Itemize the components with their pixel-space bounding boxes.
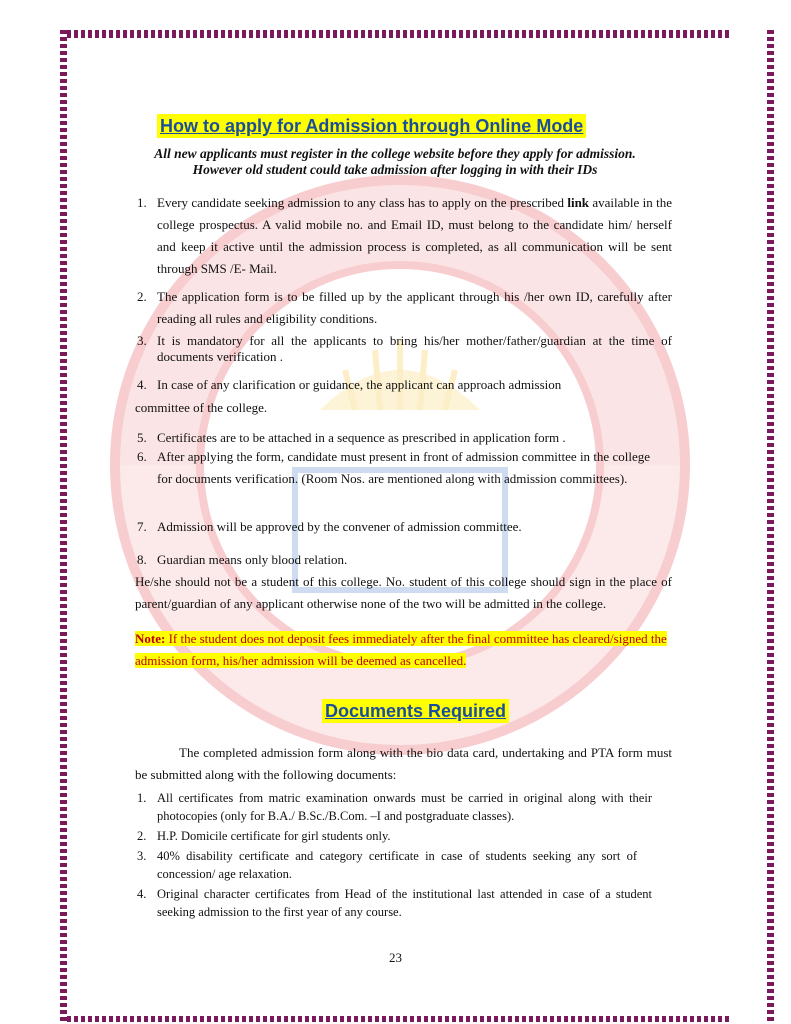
- fee-note: [135, 628, 670, 672]
- step-text: The application form is to be filled up by the applicant through his /her own ID, carefully after reading all rules and eligibility conditions.: [157, 289, 672, 326]
- step-text: Guardian means only blood relation.: [157, 552, 348, 567]
- step-number: 5.: [137, 430, 147, 445]
- document-number: 2.: [137, 829, 147, 843]
- step-text: Admission will be approved by the convener of admission committee.: [157, 519, 522, 534]
- step-text: In case of any clarification or guidance, the applicant can approach admission: [157, 377, 562, 392]
- guardian-note: He/she should not be a student of this college. No. student of this college should sign in the place of parent/guardian of any applicant otherwise none of the two will be admitted in the college.: [135, 574, 672, 611]
- documents-intro: The completed admission form along with the bio data card, undertaking and PTA form must be submitted along with the following documents:: [135, 745, 672, 782]
- page-border-left: [60, 30, 67, 1022]
- note-text: If the student does not deposit fees immediately after the final committee has cleared/signed the admission form, his/her admission will be deemed as cancelled.: [135, 631, 667, 668]
- step-number: 6.: [137, 449, 147, 464]
- page-title: How to apply for Admission through Online Mode: [157, 114, 586, 138]
- intro-text: [130, 146, 660, 178]
- step-number: 8.: [137, 552, 147, 567]
- document-number: 3.: [137, 849, 147, 863]
- step-number: 3.: [137, 333, 147, 348]
- page-number: 23: [389, 950, 402, 965]
- document-number: 4.: [137, 887, 147, 901]
- step-text: Every candidate seeking admission to any class has to apply on the prescribed link available in the college prospectus. A valid mobile no. and Email ID, must belong to the candidate him/ herself and keep it active until the admission process is completed, as all communication will be sent through SMS /E- Mail.: [157, 195, 672, 276]
- step-number: 1.: [137, 195, 147, 210]
- page-border-bottom: [60, 1016, 731, 1022]
- page-border-right: [767, 30, 774, 1022]
- document-number: 1.: [137, 791, 147, 805]
- page-border-top: [60, 30, 731, 38]
- documents-heading: Documents Required: [322, 699, 509, 723]
- note-label: Note:: [135, 631, 166, 646]
- document-text: Original character certificates from Head of the institutional last attended in case of a student seeking admission to the first year of any course.: [157, 887, 652, 919]
- intro-line-2: However old student could take admission after logging in with their IDs: [192, 162, 598, 177]
- step-number: 7.: [137, 519, 147, 534]
- document-text: 40% disability certificate and category certificate in case of students seeking any sort of concession/ age relaxation.: [157, 849, 637, 881]
- step-number: 4.: [137, 377, 147, 392]
- document-text: H.P. Domicile certificate for girl students only.: [157, 829, 391, 843]
- document-text: All certificates from matric examination onwards must be carried in original along with their photocopies (only for B.A./ B.Sc./B.Com. –I and postgraduate classes).: [157, 791, 652, 823]
- step-text: It is mandatory for all the applicants to bring his/her mother/father/guardian at the time of documents verification .: [157, 333, 672, 364]
- step-text-continued: committee of the college.: [135, 400, 268, 415]
- step-number: 2.: [137, 289, 147, 304]
- intro-line-1: All new applicants must register in the college website before they apply for admission.: [154, 146, 636, 161]
- step-text: After applying the form, candidate must present in front of admission committee in the college for documents verification. (Room Nos. are mentioned along with admission committees).: [157, 449, 650, 486]
- step-text: Certificates are to be attached in a sequence as prescribed in application form .: [157, 430, 566, 445]
